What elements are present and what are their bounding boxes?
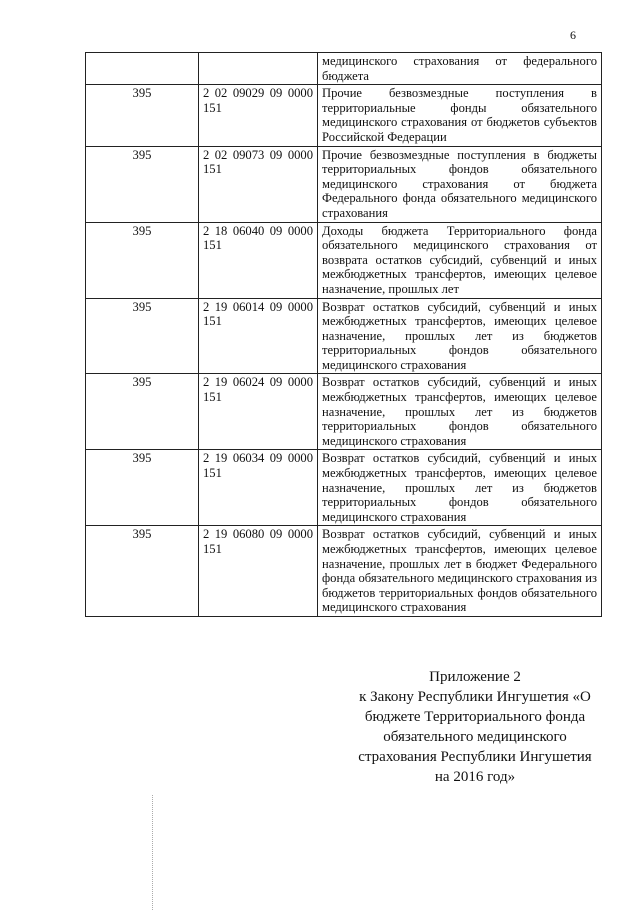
appendix-heading bbox=[345, 667, 605, 787]
table-row bbox=[86, 222, 602, 298]
table-row bbox=[86, 450, 602, 526]
table-row bbox=[86, 146, 602, 222]
table-row bbox=[86, 298, 602, 374]
table-row bbox=[86, 526, 602, 617]
admin-code-cell: 395 bbox=[86, 298, 199, 374]
revenue-name-cell: Возврат остатков субсидий, субвенций и иных межбюджетных трансфертов, имеющих целевое назначение, прошлых лет из бюджетов территориальных фондов обязательного медицинского страхования bbox=[318, 450, 602, 526]
revenue-name-cell: Доходы бюджета Территориального фонда обязательного медицинского страхования от возврата остатков субсидий, субвенций и иных межбюджетных трансфертов, имеющих целевое назначение, прошлых лет bbox=[318, 222, 602, 298]
appendix-title: Приложение 2 bbox=[429, 669, 521, 685]
appendix-line: бюджете Территориального фонда bbox=[364, 709, 586, 725]
admin-code-cell: 395 bbox=[86, 526, 199, 617]
admin-code-cell: 395 bbox=[86, 450, 199, 526]
table-row bbox=[86, 374, 602, 450]
appendix-line: обязательного медицинского bbox=[383, 729, 567, 745]
budget-code-cell bbox=[199, 53, 318, 85]
appendix-line: на 2016 год» bbox=[434, 769, 516, 785]
revenue-name-cell: Возврат остатков субсидий, субвенций и иных межбюджетных трансфертов, имеющих целевое назначение, прошлых лет из бюджетов территориальных фондов обязательного медицинского страхования bbox=[318, 374, 602, 450]
admin-code-cell: 395 bbox=[86, 374, 199, 450]
budget-code-cell: 2 19 06014 09 0000 151 bbox=[199, 298, 318, 374]
budget-code-cell: 2 19 06034 09 0000 151 bbox=[199, 450, 318, 526]
budget-code-cell: 2 19 06080 09 0000 151 bbox=[199, 526, 318, 617]
appendix-line: к Закону Республики Ингушетия «О bbox=[359, 689, 591, 705]
budget-code-cell: 2 18 06040 09 0000 151 bbox=[199, 222, 318, 298]
budget-code-cell: 2 02 09029 09 0000 151 bbox=[199, 85, 318, 146]
scan-margin-mark bbox=[152, 795, 153, 910]
revenue-name-cell: Возврат остатков субсидий, субвенций и иных межбюджетных трансфертов, имеющих целевое назначение, прошлых лет в бюджет Федерального фонда обязательного медицинского страхования из бюджетов территориальных фондов обязательного медицинского страхования bbox=[318, 526, 602, 617]
appendix-line: страхования Республики Ингушетия bbox=[358, 749, 592, 765]
budget-code-cell: 2 19 06024 09 0000 151 bbox=[199, 374, 318, 450]
revenue-name-cell: медицинского страхования от федерального бюджета bbox=[318, 53, 602, 85]
revenue-codes-table bbox=[85, 52, 602, 617]
revenue-name-cell: Прочие безвозмездные поступления в бюджеты территориальных фондов обязательного медицинского страхования от бюджета Федерального фонда обязательного медицинского страхования bbox=[318, 146, 602, 222]
page-number: 6 bbox=[570, 28, 576, 42]
budget-code-cell: 2 02 09073 09 0000 151 bbox=[199, 146, 318, 222]
revenue-name-cell: Прочие безвозмездные поступления в территориальные фонды обязательного медицинского страхования от бюджетов субъектов Российской Федерации bbox=[318, 85, 602, 146]
admin-code-cell: 395 bbox=[86, 85, 199, 146]
admin-code-cell bbox=[86, 53, 199, 85]
admin-code-cell: 395 bbox=[86, 146, 199, 222]
table-row bbox=[86, 85, 602, 146]
admin-code-cell: 395 bbox=[86, 222, 199, 298]
revenue-name-cell: Возврат остатков субсидий, субвенций и иных межбюджетных трансфертов, имеющих целевое назначение, прошлых лет из бюджетов территориальных фондов обязательного медицинского страхования bbox=[318, 298, 602, 374]
table-row bbox=[86, 53, 602, 85]
